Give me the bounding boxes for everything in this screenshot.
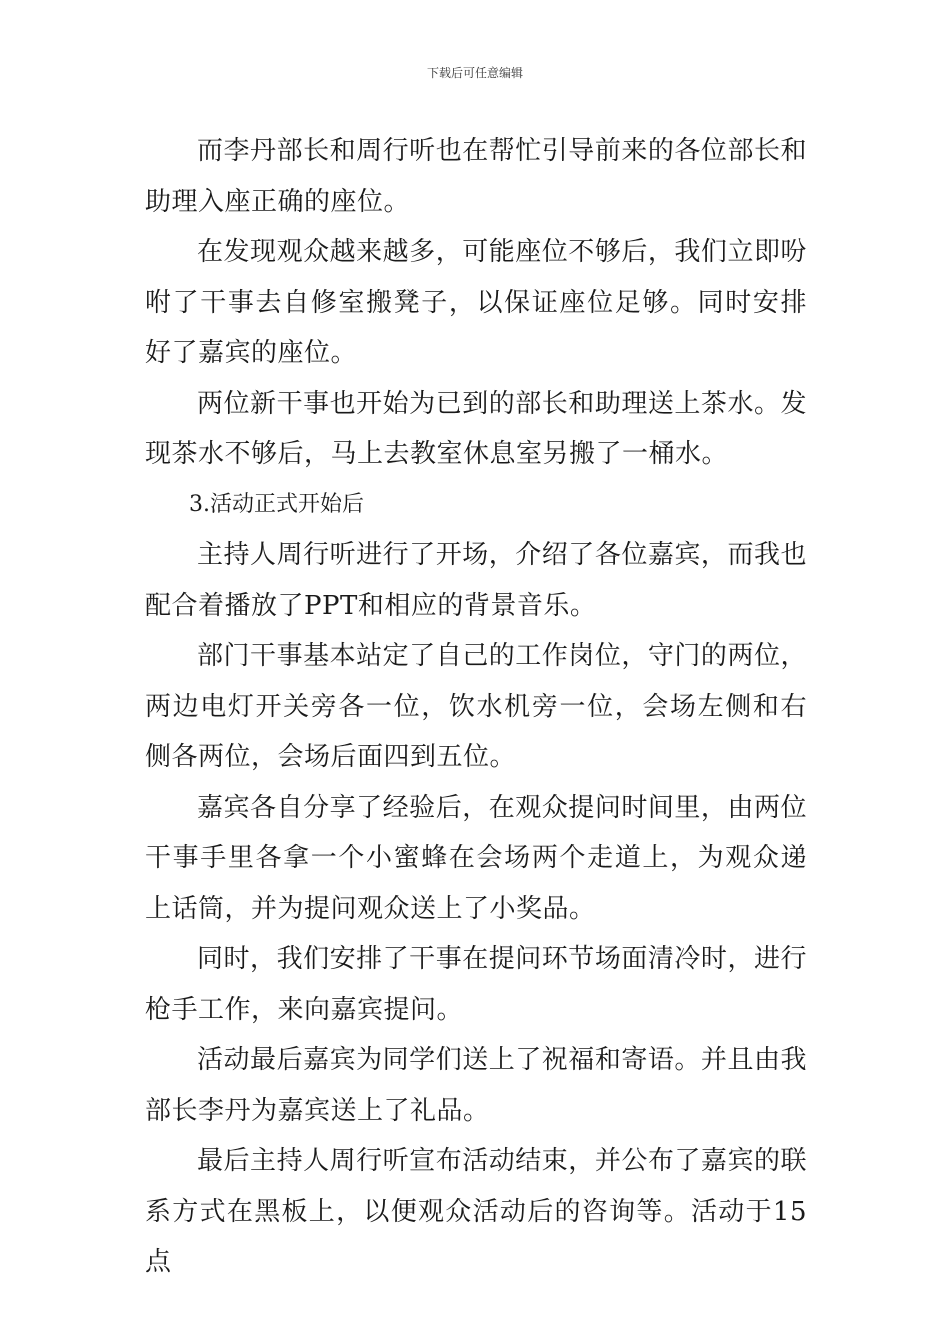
paragraph: 同时，我们安排了干事在提问环节场面清冷时，进行枪手工作，来向嘉宾提问。 [145,944,807,1025]
document-body [145,126,807,1288]
paragraph: 在发现观众越来越多，可能座位不够后，我们立即吩咐了干事去自修室搬凳子，以保证座位足够。同时安排好了嘉宾的座位。 [145,237,807,368]
section-heading: 3.活动正式开始后 [189,491,364,517]
paragraph: 而李丹部长和周行听也在帮忙引导前来的各位部长和助理入座正确的座位。 [145,136,807,217]
page-header: 下载后可任意编辑 [426,66,523,80]
paragraph: 活动最后嘉宾为同学们送上了祝福和寄语。并且由我部长李丹为嘉宾送上了礼品。 [145,1045,807,1126]
paragraph: 嘉宾各自分享了经验后，在观众提问时间里，由两位干事手里各拿一个小蜜蜂在会场两个走道上，为观众递上话筒，并为提问观众送上了小奖品。 [145,792,807,924]
paragraph: 两位新干事也开始为已到的部长和助理送上茶水。发现茶水不够后，马上去教室休息室另搬了一桶水。 [145,388,807,469]
paragraph: 最后主持人周行听宣布活动结束，并公布了嘉宾的联系方式在黑板上，以便观众活动后的咨询等。活动于15点 [145,1146,807,1277]
paragraph: 主持人周行听进行了开场，介绍了各位嘉宾，而我也配合着播放了PPT和相应的背景音乐。 [145,540,807,621]
paragraph: 部门干事基本站定了自己的工作岗位，守门的两位，两边电灯开关旁各一位，饮水机旁一位，会场左侧和右侧各两位，会场后面四到五位。 [145,641,807,772]
